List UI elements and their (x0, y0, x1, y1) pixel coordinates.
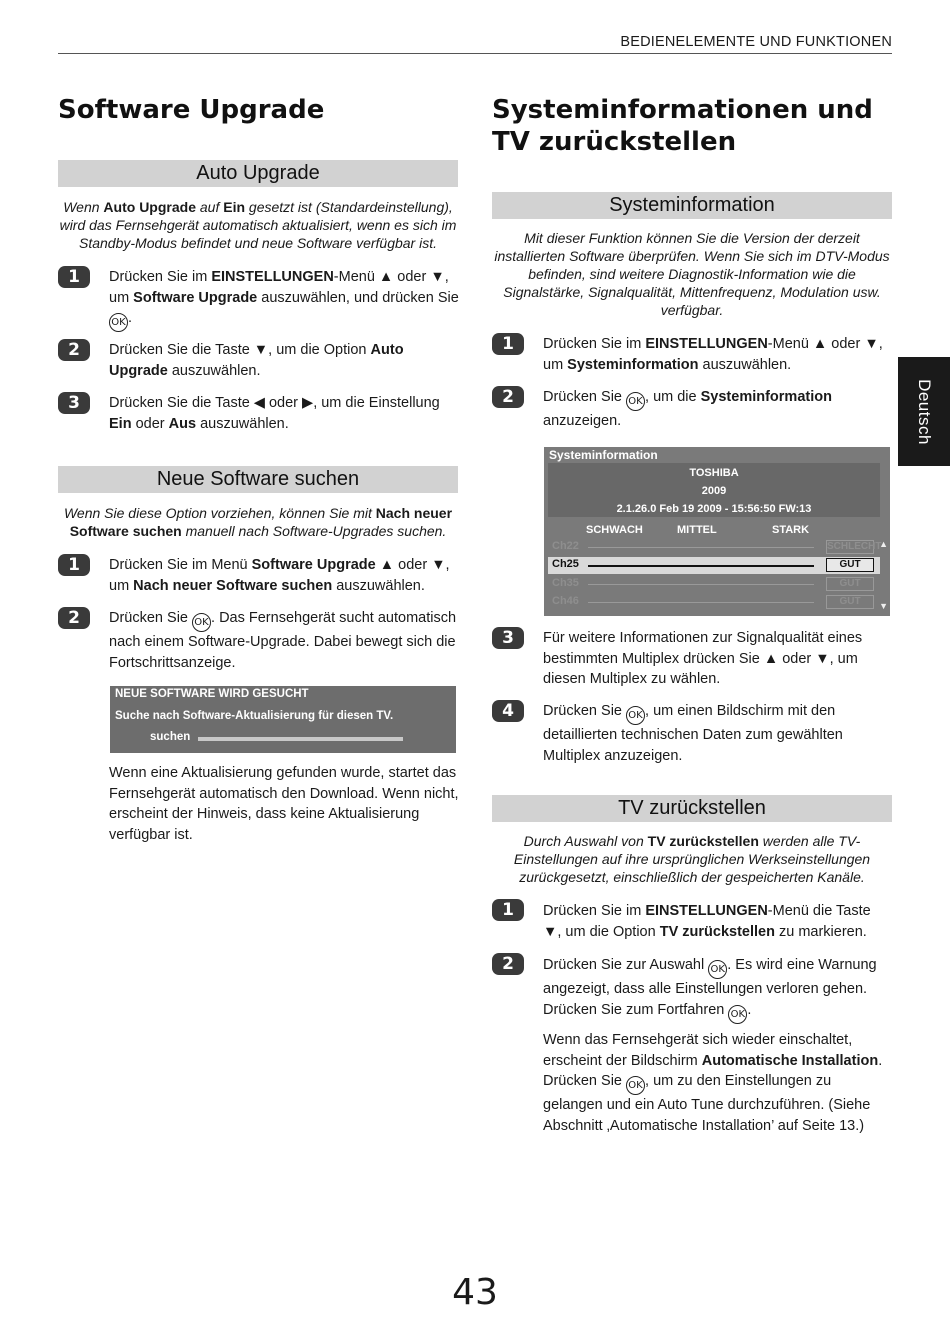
step-text: Drücken Sie zur Auswahl OK . Es wird eine Warnung angezeigt, dass alle Einstellungen verloren gehen. Drücken Sie zum Fortfahren OK . (543, 955, 893, 1024)
step-number: 2 (58, 339, 90, 361)
screen-message: Suche nach Software-Aktualisierung für diesen TV. (115, 710, 394, 722)
level-medium: MITTEL (677, 524, 717, 536)
step-text: Drücken Sie OK , um die Systeminformation anzuzeigen. (543, 389, 832, 429)
status-badge: SCHLECHT (827, 541, 882, 552)
ok-button-icon: OK (626, 392, 645, 411)
channel-row[interactable] (548, 576, 880, 593)
step-text: Drücken Sie im Menü Software Upgrade ▲ oder ▼, um Nach neuer Software suchen auszuwählen. (109, 557, 450, 594)
step-text: Drücken Sie im EINSTELLUNGEN-Menü ▲ oder ▼, um Software Upgrade auszuwählen, und drücken Sie OK . (109, 267, 459, 332)
progress-bar (198, 737, 403, 741)
language-tab-label: Deutsch (915, 378, 934, 445)
step-number: 2 (492, 953, 524, 975)
tv-reset-intro: Durch Auswahl von TV zurückstellen werden alle TV-Einstellungen auf ihre ursprünglichen Werkseinstellungen zurückgesetzt, einschließlich der gespeicherten Kanäle. (513, 833, 871, 885)
version-label: 2.1.26.0 Feb 19 2009 - 15:56:50 FW:13 (616, 503, 812, 515)
step-number: 1 (492, 333, 524, 355)
systeminfo-title: Systeminformationen und TV zurückstellen (492, 95, 873, 157)
scroll-down-icon[interactable]: ▼ (879, 601, 888, 611)
level-weak: SCHWACH (586, 524, 643, 536)
step-number: 1 (492, 899, 524, 921)
step-text: Drücken Sie OK , um einen Bildschirm mit den detaillierten technischen Daten zum gewählten Multiplex anzuzeigen. (543, 703, 843, 764)
ok-button-icon: OK (109, 313, 128, 332)
page-header: BEDIENELEMENTE UND FUNKTIONEN (620, 34, 892, 50)
channel-row-selected[interactable] (548, 557, 880, 574)
channel-row[interactable] (548, 594, 880, 611)
status-badge: GUT (826, 558, 874, 572)
scroll-up-icon[interactable]: ▲ (879, 539, 888, 549)
step-number: 2 (492, 386, 524, 408)
step-number: 3 (492, 627, 524, 649)
language-tab (898, 357, 950, 466)
auto-upgrade-band: Auto Upgrade (58, 160, 458, 187)
signal-line (588, 584, 814, 585)
software-upgrade-title: Software Upgrade (58, 95, 325, 125)
ok-button-icon: OK (626, 706, 645, 725)
ok-button-icon: OK (728, 1005, 747, 1024)
software-search-screen (110, 686, 456, 753)
level-strong: STARK (772, 524, 810, 536)
brand-label: TOSHIBA (689, 467, 739, 479)
channel-label: Ch46 (552, 595, 579, 607)
signal-line (588, 547, 814, 548)
channel-label: Ch35 (552, 577, 579, 589)
neue-after-text: Wenn eine Aktualisierung gefunden wurde, startet das Fernsehgerät automatisch den Download. Wenn nicht, erscheint der Hinweis, dass keine Aktualisierung verfügbar ist. (109, 765, 459, 843)
neue-software-band: Neue Software suchen (58, 466, 458, 493)
channel-row[interactable] (548, 539, 880, 556)
screen-header: Systeminformation (549, 448, 658, 462)
auto-upgrade-intro: Wenn Auto Upgrade auf Ein gesetzt ist (Standardeinstellung), wird das Fernsehgerät automatisch aktualisiert, wenn es sich im Standby-Modus befindet und neue Software verfügbar ist. (59, 199, 457, 251)
page-number: 43 (452, 1272, 498, 1313)
systeminformation-screen (544, 447, 890, 616)
tv-reset-band: TV zurückstellen (492, 795, 892, 822)
status-badge: GUT (826, 577, 874, 591)
step-text: Drücken Sie die Taste ◀ oder ▶, um die Einstellung Ein oder Aus auszuwählen. (109, 395, 440, 432)
step-text: Drücken Sie OK . Das Fernsehgerät sucht automatisch nach einem Software-Upgrade. Dabei bewegt sich die Fortschrittsanzeige. (109, 610, 457, 671)
progress-label: suchen (150, 731, 191, 743)
signal-line (588, 565, 814, 567)
ok-button-icon: OK (626, 1076, 645, 1095)
signal-line (588, 602, 814, 603)
step-number: 4 (492, 700, 524, 722)
year-label: 2009 (701, 485, 727, 497)
ok-button-icon: OK (192, 613, 211, 632)
systeminformation-intro: Mit dieser Funktion können Sie die Version der derzeit installierten Software überprüfen. Wenn Sie sich im DTV-Modus befinden, sind weitere Diagnostik-Information wie die Signalstärke, Signalqualität, Mittenfrequenz, Modulation usw. verfügbar. (494, 230, 890, 318)
step-text: Für weitere Informationen zur Signalqualität eines bestimmten Multiplex drücken Sie ▲ oder ▼, um diesen Multiplex zu wählen. (543, 630, 863, 687)
systeminformation-band: Systeminformation (492, 192, 892, 219)
step-number: 3 (58, 392, 90, 414)
reset-after-text: Wenn das Fernsehgerät sich wieder einschaltet, erscheint der Bildschirm Automatische Installation. Drücken Sie OK , um zu den Einstellungen zu gelangen und ein Auto Tune durchzuführen. (Siehe Abschnitt ‚Automatische Installation’ auf Seite 13.) (543, 1032, 883, 1134)
channel-label: Ch22 (552, 540, 579, 552)
step-number: 1 (58, 554, 90, 576)
header-rule (58, 53, 892, 54)
step-text: Drücken Sie im EINSTELLUNGEN-Menü die Taste ▼, um die Option TV zurückstellen zu markieren. (543, 903, 871, 940)
step-text: Drücken Sie die Taste ▼, um die Option Auto Upgrade auszuwählen. (109, 342, 404, 379)
status-badge: GUT (826, 595, 874, 609)
screen-title: NEUE SOFTWARE WIRD GESUCHT (115, 688, 309, 700)
step-number: 1 (58, 266, 90, 288)
version-panel (548, 463, 880, 517)
step-text: Drücken Sie im EINSTELLUNGEN-Menü ▲ oder ▼, um Systeminformation auszuwählen. (543, 336, 883, 373)
ok-button-icon: OK (708, 960, 727, 979)
channel-label: Ch25 (552, 558, 579, 570)
step-number: 2 (58, 607, 90, 629)
neue-software-intro: Wenn Sie diese Option vorziehen, können Sie mit Nach neuer Software suchen manuell nach Software-Upgrades suchen. (63, 505, 453, 539)
